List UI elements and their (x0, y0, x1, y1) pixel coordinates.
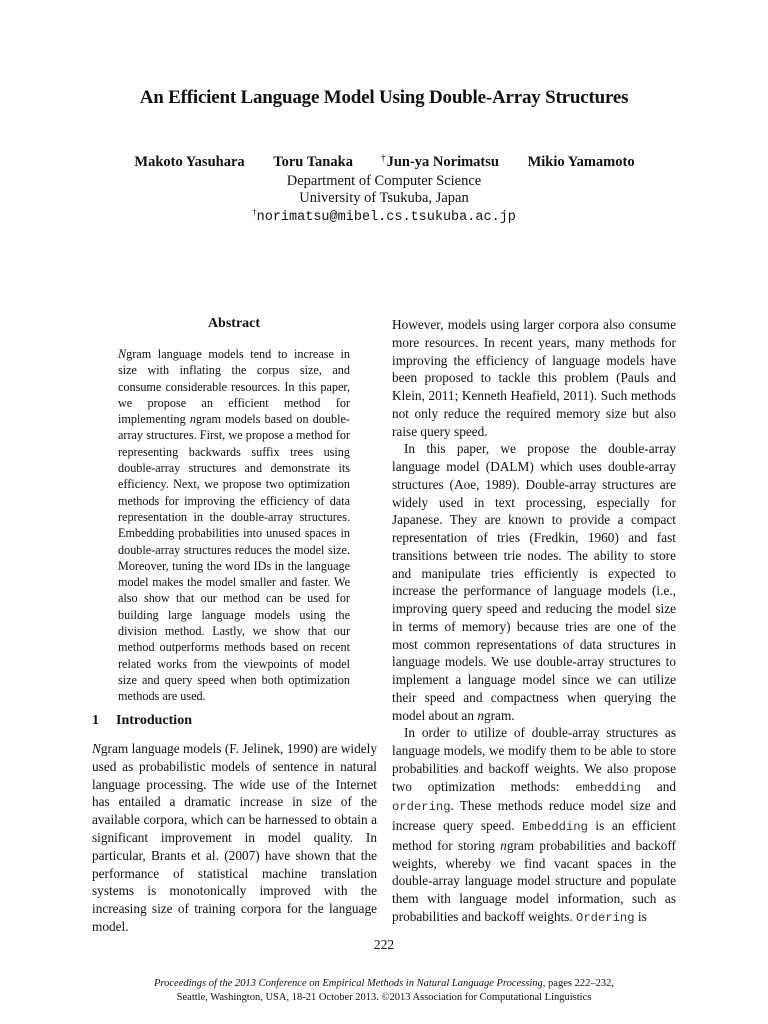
introduction-body: Ngram language models (F. Jelinek, 1990) are widely used as probabilistic models of sentence in natural language processing. The wide use of the Internet has entailed a dramatic increase in size of the available corpora, which can be harnessed to obtain a significant improvement in model quality. In particular, Brants et al. (2007) have shown that the performance of statistical machine translation systems is monotonically improved with the increasing size of training corpora for the language model. (92, 741, 377, 934)
section-heading-introduction: 1 Introduction (92, 713, 192, 728)
author-email[interactable]: †norimatsu@mibel.cs.tsukuba.ac.jp (252, 207, 516, 225)
paragraph-1: However, models using larger corpora also consume more resources. In recent years, many methods for improving the efficiency of language models have been proposed to tackle this problem (Pauls and Klein, 2011; Kenneth Heafield, 2011). Such methods not only reduce the required memory size but also raise query speed. (392, 317, 676, 439)
author-3: †Jun-ya Norimatsu (380, 153, 499, 170)
author-2: Toru Tanaka (273, 154, 353, 170)
abstract-heading: Abstract (207, 316, 261, 331)
affiliation-department: Department of Computer Science (286, 173, 482, 189)
author-1: Makoto Yasuhara (134, 154, 245, 170)
page-footer: Proceedings of the 2013 Conference on Empirical Methods in Natural Language Processing, pages 222–232, Seattle, Washington, USA, 18-21 October 2013. ©2013 Association for Computational Linguistics (154, 978, 614, 1003)
paper-title: An Efficient Language Model Using Double-Array Structures (139, 87, 629, 108)
right-column (392, 316, 676, 928)
author-4: Mikio Yamamoto (527, 154, 635, 170)
affiliation-university: University of Tsukuba, Japan (299, 190, 469, 206)
paragraph-2: In this paper, we propose the double-array language model (DALM) which uses double-array structures (Aoe, 1989). Double-array structures are widely used in text processing, especially for Japanese. They are known to provide a compact representation of tries (Fredkin, 1960) and fast transitions between trie nodes. The ability to store and manipulate tries efficiently is expected to increase the performance of language models (i.e., improving query speed and reducing the model size in terms of memory) because tries are one of the most common representations of data structures in language models. We use double-array structures to implement a language model since we can utilize their speed and compactness when querying the model about an ngram. (392, 441, 676, 723)
page-number: 222 (373, 937, 395, 952)
author-list (0, 153, 768, 171)
abstract-body: Ngram language models tend to increase in size with inflating the corpus size, and consume considerable resources. In this paper, we propose an efficient method for implementing ngram models based on double-array structures. First, we propose a method for representing backwards suffix trees using double-array structures and demonstrate its efficiency. Next, we propose two optimization methods for improving the efficiency of data representation in the double-array structures. Embedding probabilities into unused spaces in double-array structures reduces the model size. Moreover, tuning the word IDs in the language model makes the model smaller and faster. We also show that our method can be used for building large language models using the division method. Lastly, we show that our method outperforms methods based on recent related works from the viewpoints of model size and query speed when both optimization methods are used. (118, 347, 350, 704)
paragraph-3: In order to utilize of double-array structures as language models, we modify them to be able to store probabilities and backoff weights. We also propose two optimization methods: embedding and ordering. These methods reduce model size and increase query speed. Embedding is an efficient method for storing ngram probabilities and backoff weights, whereby we find vacant spaces in the double-array language model structure and populate them with language model information, such as probabilities and backoff weights. Ordering is (392, 725, 676, 925)
